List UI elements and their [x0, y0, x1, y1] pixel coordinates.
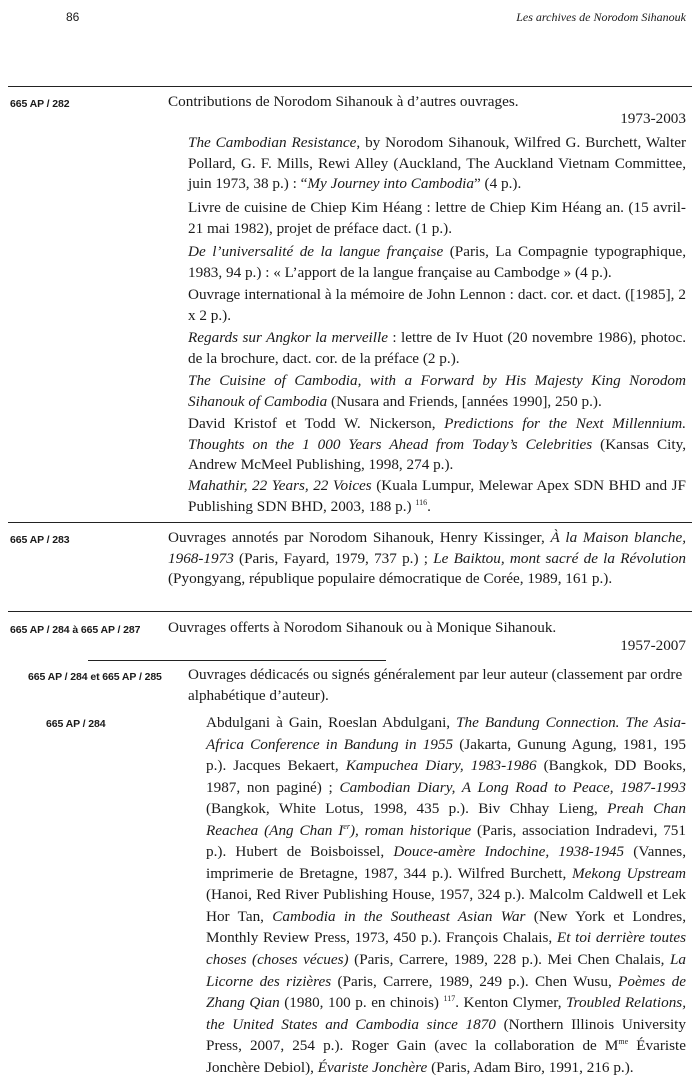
cote-283: 665 AP / 283: [10, 534, 70, 546]
entry-282-item: Livre de cuisine de Chiep Kim Héang : lettre de Chiep Kim Héang an. (15 avril-21 mai 1982), projet de préface dact. (1 p.).: [188, 199, 686, 237]
section-rule: [8, 86, 692, 87]
running-title: Les archives de Norodom Sihanouk: [516, 10, 686, 24]
entry-282-item: De l’universalité de la langue française (Paris, La Compagnie typographique, 1983, 94 p.) : « L’apport de la langue française au Cambodge » (4 p.).: [188, 243, 686, 281]
cote-284: 665 AP / 284: [46, 718, 106, 730]
page-number: 86: [66, 10, 80, 24]
entry-282-item: David Kristof et Todd W. Nickerson, Predictions for the Next Millennium. Thoughts on the 1 000 Years Ahead from Today’s Celebrities (Kansas City, Andrew McMeel Publishing, 1998, 274 p.).: [188, 415, 686, 473]
cote-284-285: 665 AP / 284 et 665 AP / 285: [28, 671, 162, 683]
subsection-rule: [88, 660, 386, 661]
cote-284-287: 665 AP / 284 à 665 AP / 287: [10, 624, 141, 636]
cote-282: 665 AP / 282: [10, 98, 70, 110]
entry-282-item: Mahathir, 22 Years, 22 Voices (Kuala Lumpur, Melewar Apex SDN BHD and JF Publishing SDN BHD, 2003, 188 p.) $^{116}$.: [188, 477, 687, 515]
entry-284-287-title: Ouvrages offerts à Norodom Sihanouk ou à Monique Sihanouk.: [168, 619, 557, 636]
entry-283-text: Ouvrages annotés par Norodom Sihanouk, Henry Kissinger, À la Maison blanche, 1968-1973 (Paris, Fayard, 1979, 737 p.) ; Le Baiktou, mont sacré de la Révolution (Pyongyang, république populaire démocratique de Corée, 1989, 161 p.).: [168, 529, 687, 587]
entry-284-text: Abdulgani à Gain, Roeslan Abdulgani, The Bandung Connection. The Asia-Africa Conference in Bandung in 1955 (Jakarta, Gunung Agung, 1981, 195 p.). Jacques Bekaert, Kampuchea Diary, 1983-1986 (Bangkok, DD Books, 1987, non paginé) ; Cambodian Diary, A Long Road to Peace, 1987-1993 (Bangkok, White Lotus, 1998, 435 p.). Biv Chhay Lieng, Preah Chan Reachea (Ang Chan Ier), roman historique (Paris, association Indradevi, 751 p.). Hubert de Boisboissel, Douce-amère Indochine, 1938-1945 (Vannes, imprimerie de Bretagne, 1987, 344 p.). Wilfred Burchett, Mekong Upstream (Hanoi, Red River Publishing House, 1957, 324 p.). Malcolm Caldwell et Lek Hor Tan, Cambodia in the Southeast Asian War (New York et Londres, Monthly Review Press, 1973, 450 p.). François Chalais, Et toi derrière toutes choses (choses vécues) (Paris, Carrere, 1989, 228 p.). Mei Chen Chalais, La Licorne des rizières (Paris, Carrere, 1989, 249 p.). Chen Wusu, Poèmes de Zhang Qian (1980, 100 p. en chinois) $^{117}$. Kenton Clymer, Troubled Relations, the United States and Cambodia since 1870 (Northern Illinois University Press, 2007, 254 p.). Roger Gain (avec la collaboration de $M^{me}$ Évariste Jonchère Debiol), Évariste Jonchère (Paris, Adam Biro, 1991, 216 p.).: [206, 714, 687, 1076]
section-rule: [8, 611, 692, 612]
entry-284-285-title: Ouvrages dédicacés ou signés généralement par leur auteur (classement par ordre alphabétique d’auteur).: [188, 666, 683, 704]
section-rule: [8, 522, 692, 523]
entry-282-item: Regards sur Angkor la merveille : lettre de Iv Huot (20 novembre 1986), photoc. de la brochure, dact. cor. de la préface (2 p.).: [188, 329, 686, 367]
entry-282-title: Contributions de Norodom Sihanouk à d’autres ouvrages.: [168, 93, 519, 110]
entry-282-dates: 1973-2003: [620, 110, 686, 127]
entry-282-item: The Cambodian Resistance, by Norodom Sihanouk, Wilfred G. Burchett, Walter Pollard, G. F. Mills, Rewi Alley (Auckland, The Auckland Vietnam Committee, juin 1973, 38 p.) : “My Journey into Cambodia” (4 p.).: [188, 134, 687, 192]
entry-284-287-dates: 1957-2007: [620, 637, 686, 654]
entry-282-item: The Cuisine of Cambodia, with a Forward by His Majesty King Norodom Sihanouk of Cambodia (Nusara and Friends, [années 1990], 250 p.).: [188, 372, 686, 410]
entry-282-item: Ouvrage international à la mémoire de John Lennon : dact. cor. et dact. ([1985], 2 x 2 p.).: [188, 286, 686, 324]
